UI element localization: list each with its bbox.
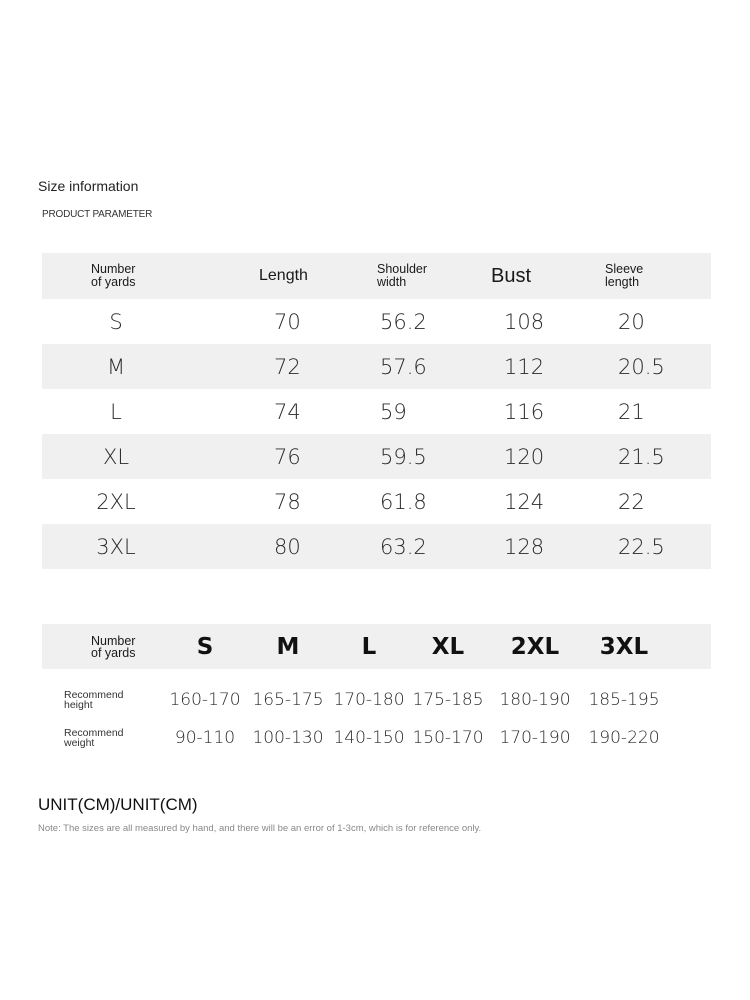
shoulder-cell: 59 — [380, 399, 407, 424]
size-label: S — [196, 633, 214, 660]
recommend-weight-label: Recommend weight — [64, 727, 124, 749]
height-value: 165-175 — [252, 690, 324, 710]
length-cell: 76 — [274, 444, 301, 469]
header-sleeve-length: Sleeve length — [605, 262, 644, 289]
size-label: XL — [431, 633, 465, 660]
unit-label: UNIT(CM)/UNIT(CM) — [38, 795, 198, 814]
page-subtitle: PRODUCT PARAMETER — [42, 209, 153, 220]
page-title: Size information — [38, 178, 139, 194]
table-row — [42, 434, 711, 479]
size-label: M — [276, 633, 300, 660]
sleeve-cell: 21 — [618, 399, 645, 424]
size-label: 2XL — [510, 633, 560, 660]
length-cell: 70 — [274, 309, 301, 334]
recommend-height-row — [42, 681, 711, 719]
size-cell: S — [109, 309, 123, 334]
table-row — [42, 479, 711, 524]
bust-cell: 108 — [504, 309, 545, 334]
size-table — [42, 253, 711, 569]
size-label: L — [361, 633, 377, 660]
height-value: 180-190 — [499, 690, 571, 710]
shoulder-cell: 56.2 — [380, 309, 427, 334]
length-cell: 72 — [274, 354, 301, 379]
size-cell: XL — [102, 444, 130, 469]
weight-value: 150-170 — [412, 728, 484, 748]
measurement-note: Note: The sizes are all measured by hand, and there will be an error of 1-3cm, which is for reference only. — [38, 823, 482, 834]
recommend-table-header — [42, 624, 711, 669]
shoulder-cell: 63.2 — [380, 534, 427, 559]
header-number-of-yards: Number of yards — [91, 633, 136, 660]
sleeve-cell: 20 — [618, 309, 645, 334]
height-value: 185-195 — [588, 690, 660, 710]
table-row — [42, 389, 711, 434]
length-cell: 74 — [274, 399, 301, 424]
weight-value: 90-110 — [174, 728, 236, 748]
header-length: Length — [259, 267, 308, 284]
shoulder-cell: 57.6 — [380, 354, 427, 379]
bust-cell: 124 — [504, 489, 545, 514]
size-cell: M — [106, 354, 126, 379]
bust-cell: 112 — [504, 354, 545, 379]
header-bust: Bust — [491, 264, 532, 287]
height-value: 160-170 — [169, 690, 241, 710]
weight-value: 170-190 — [499, 728, 571, 748]
table-row — [42, 299, 711, 344]
bust-cell: 120 — [504, 444, 545, 469]
size-cell: 2XL — [96, 489, 136, 514]
recommend-height-label: Recommend height — [64, 689, 124, 711]
table-row — [42, 524, 711, 569]
height-value: 175-185 — [412, 690, 484, 710]
length-cell: 78 — [274, 489, 301, 514]
height-value: 170-180 — [333, 690, 405, 710]
header-number-of-yards: Number of yards — [91, 262, 136, 289]
bust-cell: 116 — [504, 399, 545, 424]
shoulder-cell: 61.8 — [380, 489, 427, 514]
table-row — [42, 344, 711, 389]
weight-value: 190-220 — [588, 728, 660, 748]
size-cell: 3XL — [96, 534, 136, 559]
size-table-header — [42, 253, 711, 299]
weight-value: 140-150 — [333, 728, 405, 748]
size-label: 3XL — [599, 633, 649, 660]
sleeve-cell: 20.5 — [618, 354, 665, 379]
sleeve-cell: 22 — [618, 489, 645, 514]
shoulder-cell: 59.5 — [380, 444, 427, 469]
sleeve-cell: 22.5 — [618, 534, 665, 559]
sleeve-cell: 21.5 — [618, 444, 665, 469]
bust-cell: 128 — [504, 534, 545, 559]
length-cell: 80 — [274, 534, 301, 559]
recommend-table — [42, 624, 711, 757]
size-cell: L — [110, 399, 122, 424]
header-shoulder-width: Shoulder width — [377, 262, 428, 289]
weight-value: 100-130 — [252, 728, 324, 748]
recommend-weight-row — [42, 719, 711, 757]
